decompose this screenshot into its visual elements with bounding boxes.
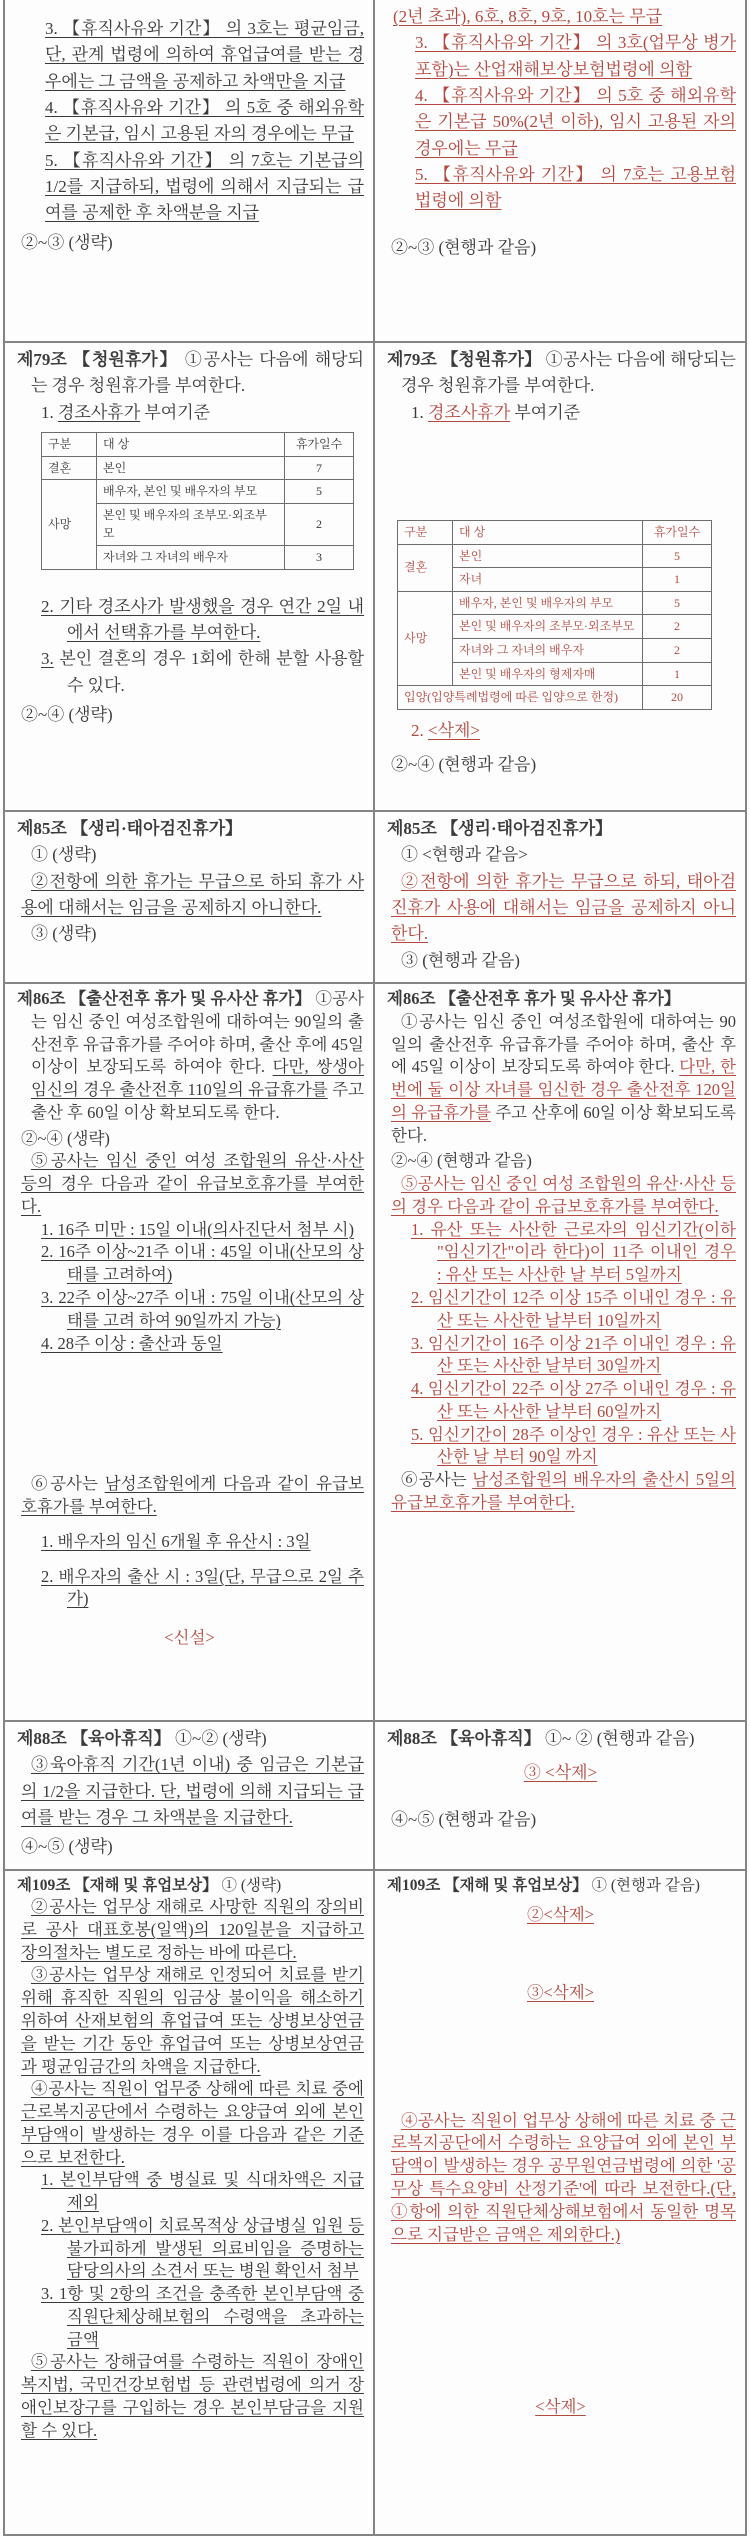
clause-6-start: ⑥공사는 (31, 1474, 105, 1494)
article-heading (385, 347, 736, 400)
provision-text: 2. 기타 경조사가 발생했을 경우 연간 2일 내에서 선택휴가를 부여한다. (41, 596, 364, 642)
article-heading (385, 1875, 736, 1896)
article-heading (385, 988, 736, 1011)
provision-text: 1. 유산 또는 사산한 근로자의 임신기간(이하 "임신기간"이라 한다)이 11주 이내인 경우 : 유산 또는 사산한 날 부터 5일까지 (411, 1219, 736, 1285)
provision-text: ⑤공사는 임신 중인 여성 조합원의 유산·사산 등의 경우 다음과 같이 유급보호휴가를 부여한다. (391, 1174, 736, 1216)
provision-text (385, 400, 736, 426)
article-intro: ①~ ② (현행과 같음) (545, 1729, 695, 1749)
provision-text: (2년 초과), 6호, 8호, 9호, 10호는 무급 (393, 7, 663, 26)
table-row (398, 544, 712, 568)
item-term: 경조사휴가 (428, 402, 511, 422)
provision-text: ②전항에 의한 휴가는 무급으로 하되, 태아검진휴가 사용에 대해서는 임금을 공제하지 아니한다. (391, 871, 736, 944)
provision-text: ④공사는 직원이 업무상 상해에 따른 치료 중 근로복지공단에서 수령하는 요양급여 외에 본인 부담액이 발생하는 경우 공무원연금법령에 의한 '공무상 특수요양비 산정기준'에 따라 보전한다.(단, ①항에 의한 직원단체상해보험에서 동일한 명목으로 지급받은 금액은 제외한다.) (391, 2110, 736, 2244)
revised-cell-leave-pay (375, 0, 745, 341)
unchanged-note: ②~④ (현행과 같음) (391, 1151, 532, 1171)
item-rest: 본인 결혼의 경우 1회에 한해 분할 사용할 수 있다. (53, 649, 364, 695)
row-article-79 (5, 341, 745, 810)
provision-text: 1. 배우자의 임신 6개월 후 유산시 : 3일 (41, 1531, 311, 1551)
clause-1-end: 주고 산후에 60일 이상 확보되도록 한다. (391, 1102, 736, 1145)
article-title: 제79조 【청원휴가】 (17, 350, 185, 369)
provision-text: ⑤공사는 임신 중인 여성 조합원의 유산·사산 등의 경우 다음과 같이 유급보호휴가를 부여한다. (21, 1151, 364, 1216)
col-days: 휴가일수 (285, 433, 354, 457)
item-term: 경조사휴가 (58, 402, 141, 422)
provision-text: ⑤공사는 장해급여를 수령하는 직원이 장애인복지법, 국민건강보험법 등 관련법령에 의거 장애인보장구를 구입하는 경우 본인부담금을 지원할 수 있다. (21, 2352, 364, 2440)
revised-cell-article-88 (375, 1722, 745, 1869)
col-days: 휴가일수 (643, 521, 712, 545)
deleted-mark: <삭제> (428, 720, 481, 740)
provision-text: 4. 【휴직사유와 기간】 의 5호 중 해외유학은 기본급, 임시 고용된 자의 경우에는 무급 (45, 98, 364, 144)
provision-text: 1. 본인부담액 중 병실료 및 식대차액은 지급 제외 (41, 2170, 364, 2213)
omitted-note: ②~④ (생략) (21, 704, 113, 724)
provision-text: 1. 16주 미만 : 15일 이내(의사진단서 첨부 시) (41, 1219, 354, 1239)
unchanged-note: ③ (현행과 같음) (401, 950, 520, 970)
target: 본인 및 배우자의 형제자매 (453, 662, 643, 686)
table-header-row (398, 521, 712, 545)
row-article-86 (5, 982, 745, 1720)
leave-days-table-revised (397, 520, 712, 710)
table-row (398, 591, 712, 615)
item-number: 3. (41, 649, 54, 669)
target: 자녀와 그 자녀의 배우자 (97, 546, 285, 570)
article-heading (15, 1726, 364, 1752)
col-category: 구분 (42, 433, 97, 457)
clause-6-rest: 남성조합원의 배우자의 출산시 5일의 유급보호휴가를 부여한다. (391, 1470, 736, 1512)
article-title: 제85조 【생리·태아검진휴가】 (17, 819, 243, 838)
unchanged-note: ① <현행과 같음> (401, 845, 528, 865)
days: 5 (285, 480, 354, 504)
clause-1-amended: 다만, 한 번에 둘 이상 자녀를 임신한 경우 출산전후 120일의 유급휴가를 (391, 1057, 736, 1122)
target: 자녀와 그 자녀의 배우자 (453, 639, 643, 663)
clause-1-start: ①공사는 임신 중인 여성조합원에 대하여는 90일의 출산전후 유급휴가를 주어야 하며, 출산 후에 45일 이상이 보장되도록 하여야 한다. (31, 989, 364, 1077)
article-heading (385, 816, 736, 842)
article-title: 제109조 【재해 및 휴업보상】 (387, 1876, 592, 1894)
article-intro: ①~② (생략) (175, 1729, 267, 1749)
days: 20 (643, 686, 712, 710)
days: 2 (643, 615, 712, 639)
article-heading (15, 988, 364, 1125)
omitted-note: ②~④ (생략) (21, 1128, 110, 1148)
unchanged-note: ②~③ (현행과 같음) (391, 237, 537, 257)
target: 자녀 (453, 568, 643, 592)
provision-text: ③공사는 업무상 재해로 인정되어 치료를 받기 위해 휴직한 직원의 임금상 불이익을 해소하기 위하여 산재보험의 휴업급여 또는 상병보상연금을 받는 기간 동안 휴업급여 또는 상병보상연금과 평균임금간의 차액을 지급한다. (21, 1965, 364, 2076)
article-intro: ① (생략) (221, 1876, 282, 1894)
article-title: 제79조 【청원휴가】 (387, 350, 546, 369)
days: 2 (285, 503, 354, 545)
days: 3 (285, 546, 354, 570)
article-title: 제86조 【출산전후 휴가 및 유사산 휴가】 (17, 989, 316, 1009)
clause-1-start: ①공사는 임신 중인 여성조합원에 대하여는 90일의 출산전후 유급휴가를 주어야 하며, 출산 후에 45일 이상이 보장되도록 하여야 한다. (391, 1011, 736, 1077)
target: 배우자, 본인 및 배우자의 부모 (97, 480, 285, 504)
unchanged-note: ②~④ (현행과 같음) (391, 755, 537, 775)
provision-text: 3. 【휴직사유와 기간】 의 3호(업무상 병가 포함)는 산업재해보상보험법령에 의함 (415, 33, 736, 79)
provision-text: 5. 임신기간이 28주 이상인 경우 : 유산 또는 사산한 날 부터 90일 까지 (411, 1424, 736, 1467)
provision-text (385, 1011, 736, 1148)
deleted-mark: ③<삭제> (527, 1982, 594, 2002)
target: 본인 (453, 544, 643, 568)
provision-text: 4. 임신기간이 22주 이상 27주 이내인 경우 : 유산 또는 사산한 날부터 60일까지 (411, 1379, 736, 1421)
current-cell-article-79 (5, 343, 375, 810)
target: 배우자, 본인 및 배우자의 부모 (453, 591, 643, 615)
row-article-109 (5, 1869, 745, 2534)
item-number: 1. (411, 402, 428, 422)
table-header-row (42, 433, 354, 457)
omitted-note: ④~⑤ (생략) (21, 1837, 113, 1857)
article-intro: ①공사는 다음에 해당되는 경우 청원휴가를 부여한다. (31, 350, 364, 396)
new-provision-mark: <신설> (164, 1628, 215, 1648)
clause-6-rest: 남성조합원에게 다음과 같이 유급보호휴가를 부여한다. (21, 1474, 364, 1517)
provision-text: 2. 임신기간이 12주 이상 15주 이내인 경우 : 유산 또는 사산한 날부터 10일까지 (411, 1288, 736, 1330)
category-death: 사망 (42, 480, 97, 569)
target: 본인 (97, 456, 285, 480)
provision-text (15, 646, 364, 699)
table-row-adoption (398, 686, 712, 710)
col-target: 대 상 (453, 521, 643, 545)
unchanged-note: ④~⑤ (현행과 같음) (391, 1809, 537, 1829)
days: 1 (643, 568, 712, 592)
clause-1-end: 주고 출산 후 60일 이상 확보되도록 한다. (31, 1080, 364, 1122)
item-number: 1. (41, 402, 58, 422)
provision-text: ②공사는 업무상 재해로 사망한 직원의 장의비로 공사 대표호봉(일액)의 120일분을 지급하고 장의절차는 별도로 정하는 바에 따른다. (21, 1897, 364, 1962)
article-title: 제86조 【출산전후 휴가 및 유사산 휴가】 (387, 989, 681, 1009)
article-heading (15, 347, 364, 400)
revised-cell-article-85 (375, 812, 745, 982)
days: 5 (643, 544, 712, 568)
provision-text: ④공사는 직원이 업무중 상해에 따른 치료 중에 근로복지공단에서 수령하는 요양급여 외에 본인부담액이 발생하는 경우 이를 다음과 같은 기준으로 보전한다. (21, 2079, 364, 2167)
row-leave-pay-carryover (5, 0, 745, 341)
revised-cell-article-109 (375, 1871, 745, 2534)
target: 본인 및 배우자의 조부모·외조부모 (97, 503, 285, 545)
item-rest: 부여기준 (510, 402, 581, 422)
provision-text (15, 400, 364, 426)
deleted-mark: ③ <삭제> (523, 1763, 598, 1783)
provision-text: 4. 【휴직사유와 기간】 의 5호 중 해외유학은 기본급 50%(2년 이하), 임시 고용된 자의 경우에는 무급 (415, 86, 736, 158)
article-title: 제88조 【육아휴직】 (387, 1729, 546, 1749)
current-cell-article-109 (5, 1871, 375, 2534)
revised-cell-article-86 (375, 984, 745, 1720)
provision-text: 5. 【휴직사유와 기간】 의 7호는 고용보험법령에 의함 (415, 165, 736, 211)
provision-text: ③육아휴직 기간(1년 이내) 중 임금은 기본급의 1/2을 지급한다. 단, 법령에 의해 지급되는 급여를 받는 경우 그 차액분을 지급한다. (21, 1755, 364, 1828)
revised-cell-article-79 (375, 343, 745, 810)
clause-6-start: ⑥공사는 (401, 1470, 473, 1490)
omitted-note: ②~③ (생략) (21, 232, 113, 252)
days: 5 (643, 591, 712, 615)
article-title: 제109조 【재해 및 휴업보상】 (17, 1876, 222, 1894)
provision-text: ③ (생략) (31, 924, 97, 944)
provision-text (15, 1473, 364, 1519)
deleted-mark: ②<삭제> (527, 1905, 594, 1925)
provision-text: ②전항에 의한 휴가는 무급으로 하되 휴가 사용에 대해서는 임금을 공제하지 아니한다. (21, 871, 364, 918)
leave-days-table-current (41, 432, 354, 570)
spacer (15, 1355, 364, 1473)
days: 1 (643, 662, 712, 686)
provision-text: 3. 임신기간이 16주 이상 21주 이내인 경우 : 유산 또는 사산한 날부터 30일까지 (411, 1333, 736, 1376)
provision-text: 5. 【휴직사유와 기간】 의 7호는 기본급의 1/2를 지급하되, 법령에 의해서 지급되는 급여를 공제한 후 차액분을 지급 (45, 150, 364, 223)
article-heading (15, 816, 364, 842)
row-article-88 (5, 1720, 745, 1869)
current-cell-article-88 (5, 1722, 375, 1869)
provision-text: 2. 16주 이상~21주 이내 : 45일 이내(산모의 상태를 고려하여) (41, 1242, 364, 1285)
current-cell-article-86 (5, 984, 375, 1720)
category-death: 사망 (398, 591, 453, 685)
item-rest: 부여기준 (140, 402, 211, 422)
article-heading (15, 1875, 364, 1896)
provision-text: 2. 배우자의 출산 시 : 3일(단, 무급으로 2일 추가) (41, 1566, 364, 1609)
current-cell-article-85 (5, 812, 375, 982)
table-row (42, 456, 354, 480)
category-marriage: 결혼 (398, 544, 453, 591)
deleted-item (385, 718, 736, 744)
current-cell-leave-pay (5, 0, 375, 341)
provision-text: 3. 1항 및 2항의 조건을 충족한 본인부담액 중 직원단체상해보험의 수령액을 초과하는 금액 (41, 2284, 364, 2349)
article-title: 제85조 【생리·태아검진휴가】 (387, 819, 613, 838)
col-category: 구분 (398, 521, 453, 545)
provision-text: 3. 【휴직사유와 기간】 의 3호는 평균임금, 단, 관계 법령에 의하여 휴업급여를 받는 경우에는 그 금액을 공제하고 차액만을 지급 (45, 19, 364, 91)
provision-comparison-table (3, 0, 747, 2536)
provision-text: ① (생략) (31, 845, 97, 865)
days: 7 (285, 456, 354, 480)
days: 2 (643, 639, 712, 663)
provision-text: 3. 22주 이상~27주 이내 : 75일 이내(산모의 상태를 고려 하여 90일까지 가능) (41, 1288, 364, 1330)
article-intro: ① (현행과 같음) (591, 1876, 700, 1894)
target: 본인 및 배우자의 조부모·외조부모 (453, 615, 643, 639)
article-heading (385, 1726, 736, 1752)
article-title: 제88조 【육아휴직】 (17, 1729, 176, 1749)
deleted-mark: <삭제> (535, 2397, 586, 2417)
col-target: 대 상 (97, 433, 285, 457)
provision-text: 4. 28주 이상 : 출산과 동일 (41, 1333, 223, 1353)
clause-1-amended: 다만, 쌍생아 임신의 경우 출산전후 110일의 유급휴가를 (31, 1057, 364, 1100)
table-row (42, 480, 354, 504)
target-adoption: 입양(입양특례법령에 따른 입양으로 한정) (398, 686, 643, 710)
article-intro: ①공사는 다음에 해당되는 경우 청원휴가를 부여한다. (401, 350, 736, 396)
category-marriage: 결혼 (42, 456, 97, 480)
provision-text: 2. 본인부담액이 치료목적상 상급병실 입원 등 불가피하게 발생된 의료비임을 증명하는 담당의사의 소견서 또는 병원 확인서 첨부 (41, 2215, 364, 2281)
row-article-85 (5, 810, 745, 982)
spacer (385, 426, 736, 514)
provision-text (385, 1469, 736, 1515)
item-number: 2. (411, 720, 428, 740)
